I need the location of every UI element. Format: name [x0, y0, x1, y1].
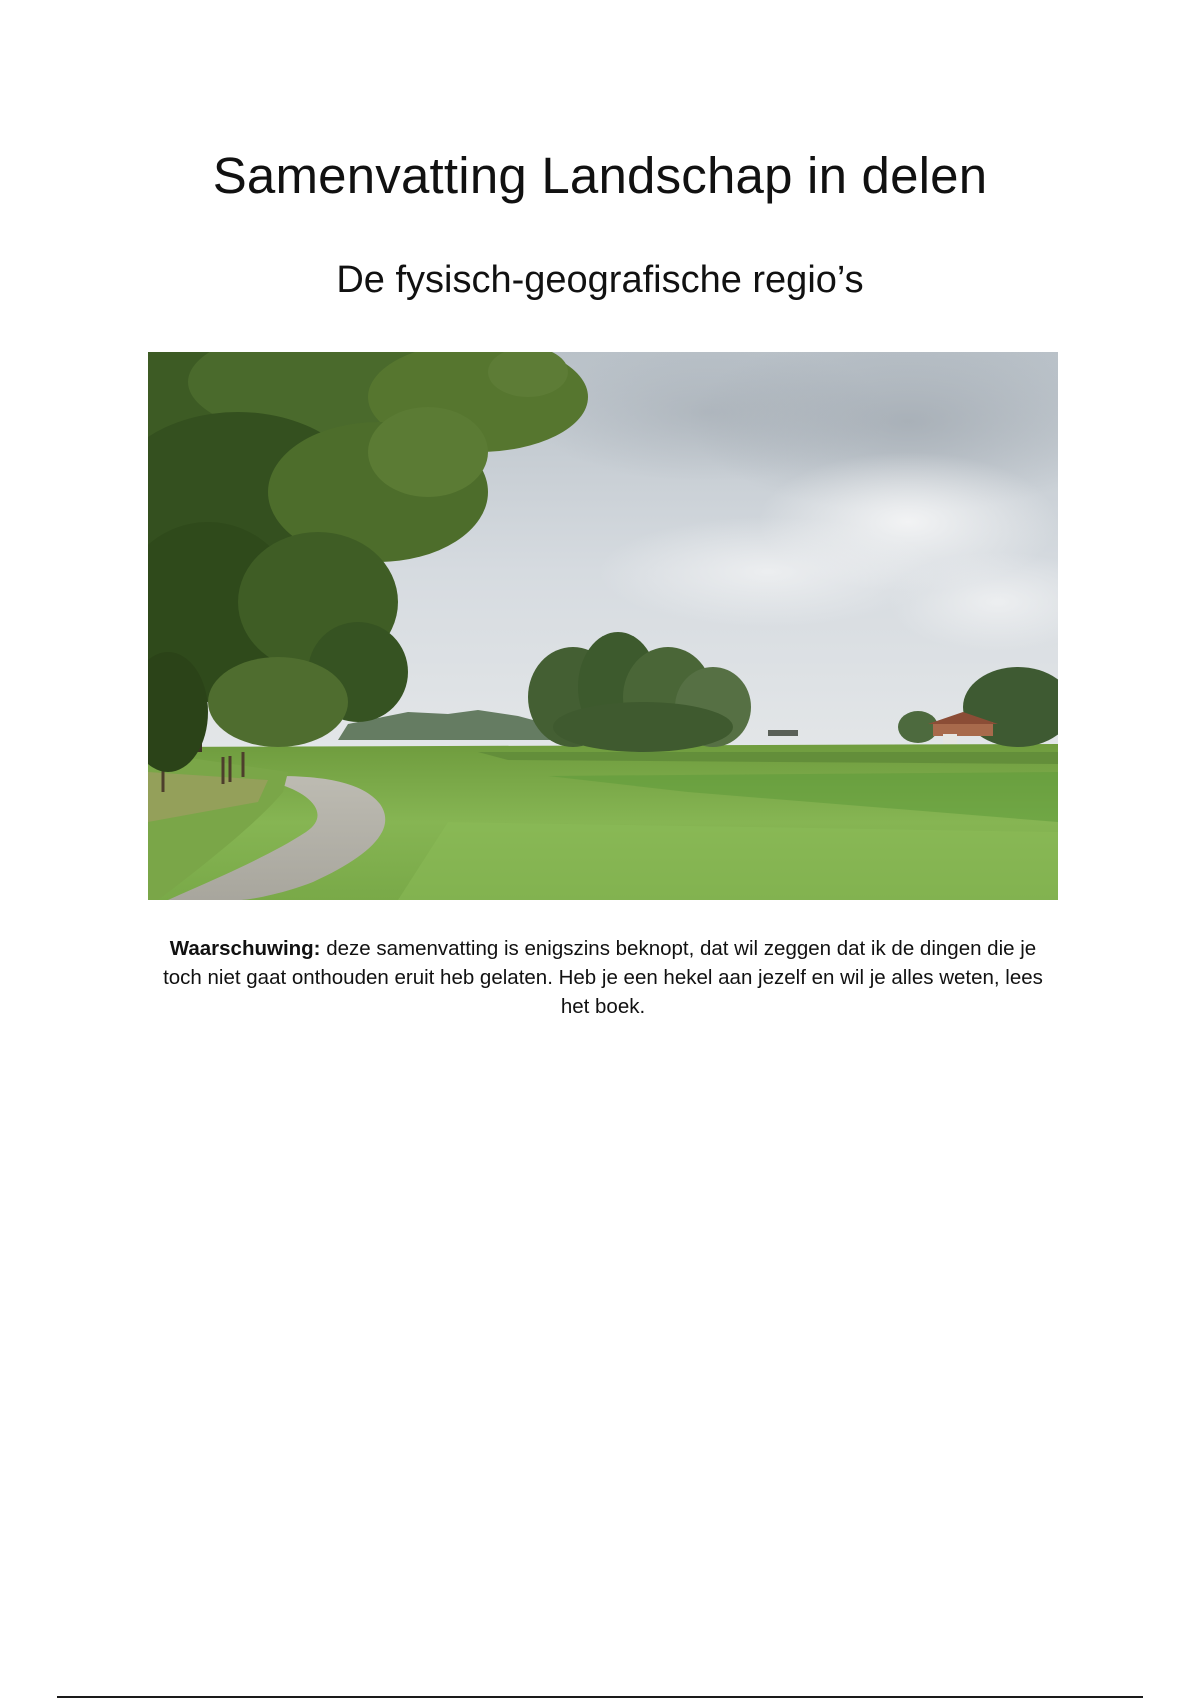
- warning-label: Waarschuwing:: [169, 937, 321, 960]
- landscape-illustration: [148, 352, 1058, 900]
- warning-note: [150, 934, 1056, 1021]
- meadow-foreground: [398, 822, 1058, 900]
- document-subtitle: De fysisch-geografische regio’s: [336, 259, 864, 301]
- warning-text: deze samenvatting is enigszins beknopt, dat wil zeggen dat ik de dingen die je toch niet gaat onthouden eruit heb gelaten. Heb je een hekel aan jezelf en wil je alles weten, lees het boek.: [163, 937, 1043, 1018]
- landscape-photo: [148, 352, 1058, 900]
- cloud: [598, 517, 938, 627]
- document-title: Samenvatting Landschap in delen: [212, 147, 988, 204]
- footer-divider: [57, 1696, 1143, 1698]
